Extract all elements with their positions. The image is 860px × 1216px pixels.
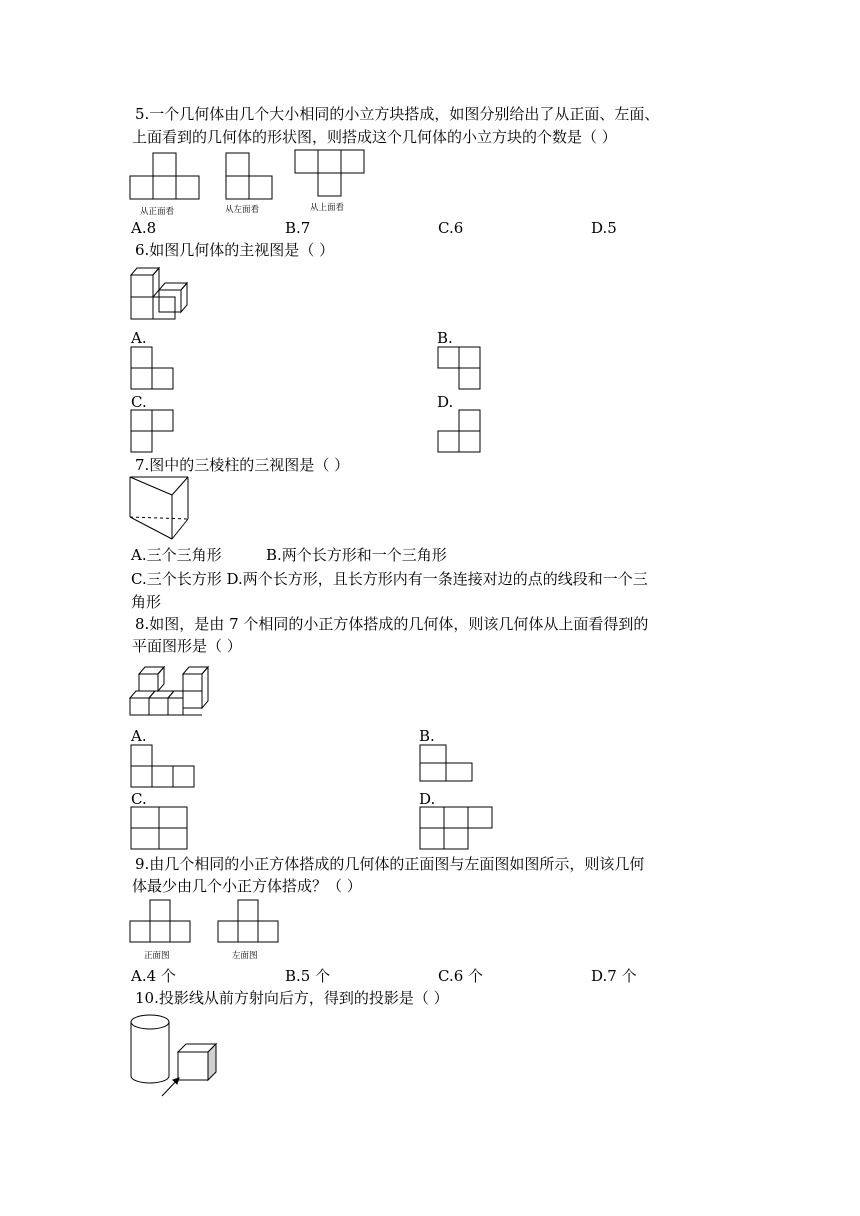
q9-front-view-figure [128, 898, 194, 962]
q7-option-cd-line[interactable]: C.三个长方形 D.两个长方形，且长方形内有一条连接对边的点的线段和一个三 [131, 570, 648, 588]
q5-option-a[interactable]: A.8 [131, 219, 157, 237]
q7-option-d-continued: 角形 [131, 593, 162, 611]
q9-stem-line2: 体最少由几个小正方体搭成？（ ） [132, 877, 362, 895]
q8-option-c-label[interactable]: C. [131, 790, 147, 808]
q8-option-b-label[interactable]: B. [419, 727, 435, 745]
q5-top-caption: 从上面看 [310, 203, 345, 213]
q8-solid-figure [128, 662, 218, 720]
q7-stem: 7.图中的三棱柱的三视图是（ ） [135, 456, 350, 474]
q5-front-caption: 从正面看 [140, 207, 175, 217]
q7-option-a[interactable]: A.三个三角形 [131, 546, 222, 564]
q5-top-view-figure [293, 148, 369, 214]
q8-option-a-figure[interactable] [130, 744, 198, 790]
q8-option-d-figure[interactable] [419, 806, 497, 854]
q9-option-c[interactable]: C.6 个 [438, 967, 484, 985]
q6-option-b-figure[interactable] [437, 346, 483, 392]
q8-option-a-label[interactable]: A. [131, 727, 147, 745]
q5-option-b[interactable]: B.7 [285, 219, 311, 237]
q10-cylinder-cube-figure [128, 1012, 224, 1102]
q6-option-d-label[interactable]: D. [437, 393, 454, 411]
q6-option-a-label[interactable]: A. [131, 329, 147, 347]
q5-option-c[interactable]: C.6 [438, 219, 464, 237]
q5-front-view-figure [128, 150, 204, 220]
q8-stem-line1: 8.如图，是由 7 个相同的小正方体搭成的几何体，则该几何体从上面看得到的 [135, 615, 649, 633]
q5-stem-line1: 5.一个几何体由几个大小相同的小立方块搭成，如图分别给出了从正面、左面、 [135, 105, 660, 123]
q8-option-c-figure[interactable] [130, 806, 192, 854]
q7-option-b[interactable]: B.两个长方形和一个三角形 [266, 546, 447, 564]
q9-left-view-figure [216, 898, 282, 962]
q6-option-c-figure[interactable] [130, 409, 176, 455]
q8-option-d-label[interactable]: D. [419, 790, 436, 808]
q5-left-caption: 从左面看 [225, 205, 260, 215]
q10-stem: 10.投影线从前方射向后方，得到的投影是（ ） [135, 989, 449, 1007]
q6-option-d-figure[interactable] [437, 409, 483, 455]
q6-solid-figure [128, 262, 194, 326]
q5-option-d[interactable]: D.5 [591, 219, 617, 237]
q5-stem-line2: 上面看到的几何体的形状图，则搭成这个几何体的小立方块的个数是（ ） [132, 128, 617, 146]
q8-option-b-figure[interactable] [419, 744, 477, 784]
q6-option-c-label[interactable]: C. [131, 393, 147, 411]
q9-front-caption: 正面图 [144, 951, 170, 961]
q5-left-view-figure [223, 150, 279, 218]
q7-triangular-prism-figure [128, 475, 192, 543]
q9-stem-line1: 9.由几个相同的小正方体搭成的几何体的正面图与左面图如图所示，则该几何 [135, 855, 645, 873]
q6-option-b-label[interactable]: B. [437, 329, 453, 347]
q9-option-a[interactable]: A.4 个 [131, 967, 176, 985]
q6-option-a-figure[interactable] [130, 346, 176, 392]
q8-stem-line2: 平面图形是（ ） [132, 637, 242, 655]
q9-option-d[interactable]: D.7 个 [591, 967, 637, 985]
q6-stem: 6.如图几何体的主视图是（ ） [135, 241, 335, 259]
q9-left-caption: 左面图 [232, 951, 258, 961]
q9-option-b[interactable]: B.5 个 [285, 967, 331, 985]
